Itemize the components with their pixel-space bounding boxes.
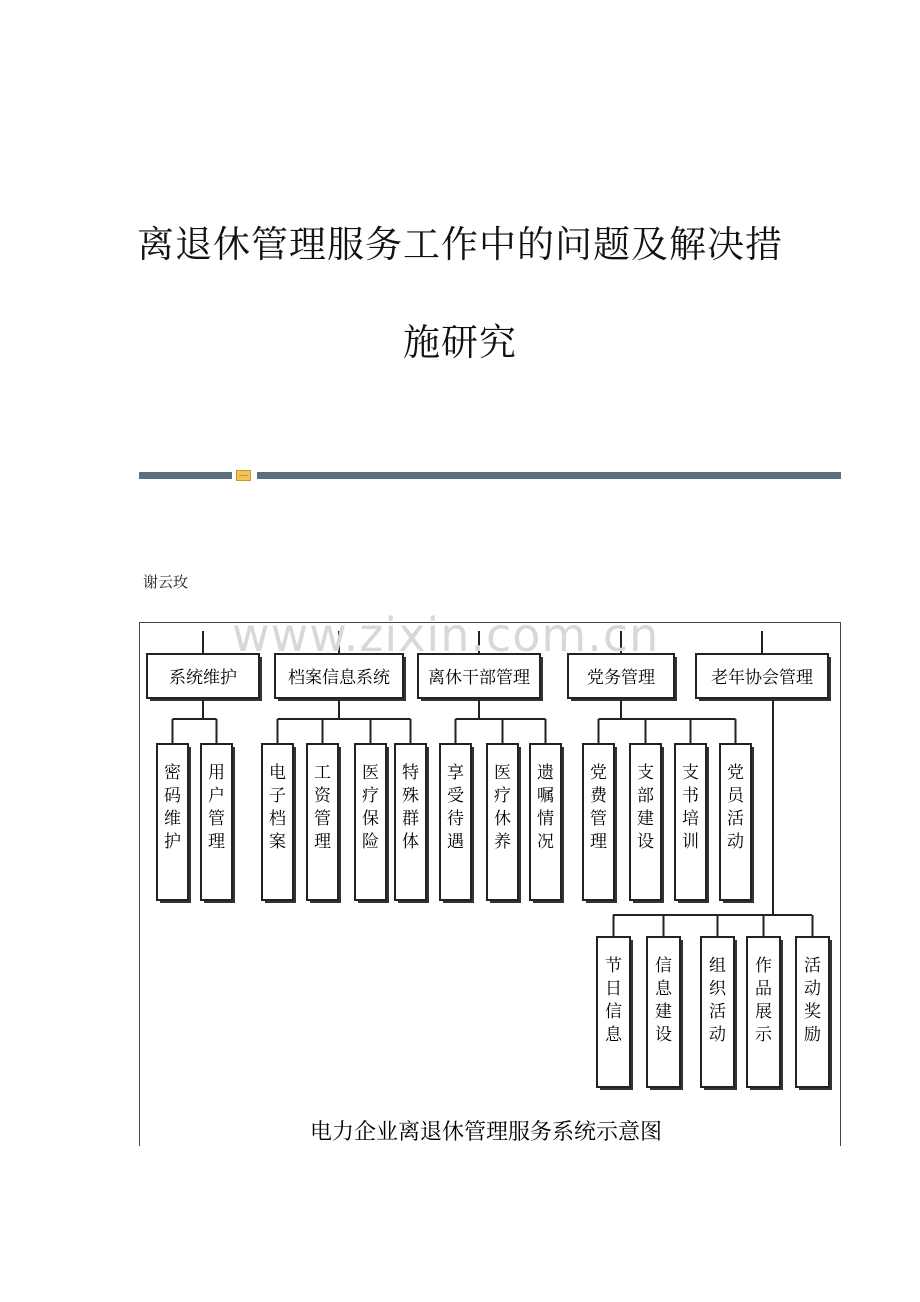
child-node-char: 况 [537,832,554,852]
child-node-char: 织 [709,979,726,999]
child-node-char: 医 [494,763,511,783]
child-node-char: 护 [164,832,181,852]
child-node-char: 电 [269,763,286,783]
child-node-char: 管 [208,809,225,829]
child-node-char: 奖 [804,1002,821,1022]
child-node-char: 息 [655,979,672,999]
top-node-label: 党务管理 [587,668,655,688]
child-node-char: 建 [637,809,654,829]
child-node-char: 遗 [537,763,554,783]
top-node-label: 老年协会管理 [711,668,813,688]
watermark-text: www.zixin.com.cn [232,608,660,662]
child-node-char: 活 [727,809,744,829]
child-node-char: 医 [362,763,379,783]
child-node-char: 建 [655,1002,672,1022]
child-node-char: 动 [804,979,821,999]
child-node-char: 书 [682,786,699,806]
child-node-char: 码 [164,786,181,806]
title-divider [139,470,841,482]
top-node-label: 档案信息系统 [288,668,390,688]
child-node-char: 疗 [494,786,511,806]
child-node-char: 组 [709,956,726,976]
system-diagram [139,622,841,1146]
child-node-char: 资 [314,786,331,806]
child-node-char: 理 [314,832,331,852]
child-node-char: 员 [727,786,744,806]
child-node-char: 培 [682,809,699,829]
child-node-char: 训 [682,832,699,852]
child-node-char: 险 [362,832,379,852]
child-node-char: 费 [590,786,607,806]
child-node-char: 体 [402,832,419,852]
top-node-label: 系统维护 [169,668,237,688]
child-node-char: 设 [637,832,654,852]
child-node-char: 待 [447,809,464,829]
child-node-char: 工 [314,763,331,783]
child-node-char: 动 [727,832,744,852]
child-node-char: 节 [605,956,622,976]
child-node-char: 户 [208,786,225,806]
child-node-char: 理 [208,832,225,852]
divider-bar-right [257,472,841,479]
child-node-char: 信 [605,1002,622,1022]
child-node-char: 嘱 [537,786,554,806]
child-node-char: 信 [655,956,672,976]
document-title-line1: 离退休管理服务工作中的问题及解决措 [137,223,783,266]
child-node-char: 保 [362,809,379,829]
divider-ornament-icon [236,470,251,481]
child-node-char: 殊 [402,786,419,806]
child-node-char: 遇 [447,832,464,852]
child-node-char: 管 [314,809,331,829]
child-node-char: 享 [447,763,464,783]
child-node-char: 励 [804,1025,821,1045]
child-node-char: 疗 [362,786,379,806]
child-node-char: 支 [637,763,654,783]
child-node-char: 密 [164,763,181,783]
child-node-char: 示 [755,1025,772,1045]
author-name: 谢云玫 [143,573,189,591]
child-node-char: 群 [402,809,419,829]
child-node-char: 案 [269,832,286,852]
child-node-char: 党 [727,763,744,783]
child-node-char: 设 [655,1025,672,1045]
child-node-char: 特 [402,763,419,783]
diagram-canvas [140,623,842,1147]
child-node-char: 息 [605,1025,622,1045]
child-node-char: 情 [537,809,554,829]
child-node-char: 活 [709,1002,726,1022]
diagram-caption: 电力企业离退休管理服务系统示意图 [309,1120,663,1145]
child-node-char: 党 [590,763,607,783]
child-node-char: 活 [804,956,821,976]
child-node-char: 维 [164,809,181,829]
child-node-char: 支 [682,763,699,783]
child-node-char: 档 [269,809,286,829]
child-node-char: 休 [494,809,511,829]
child-node-char: 日 [605,979,622,999]
child-node-char: 管 [590,809,607,829]
child-node-char: 部 [637,786,654,806]
child-node-char: 展 [755,1002,772,1022]
top-node-label: 离休干部管理 [428,668,530,688]
child-node-char: 受 [447,786,464,806]
child-node-char: 动 [709,1025,726,1045]
child-node-char: 用 [208,763,225,783]
child-node-char: 养 [494,832,511,852]
divider-bar-left [139,472,232,479]
child-node-char: 理 [590,832,607,852]
child-node-char: 子 [269,786,286,806]
child-node-char: 品 [755,979,772,999]
document-title-line2: 施研究 [403,321,517,364]
child-node-char: 作 [755,956,772,976]
